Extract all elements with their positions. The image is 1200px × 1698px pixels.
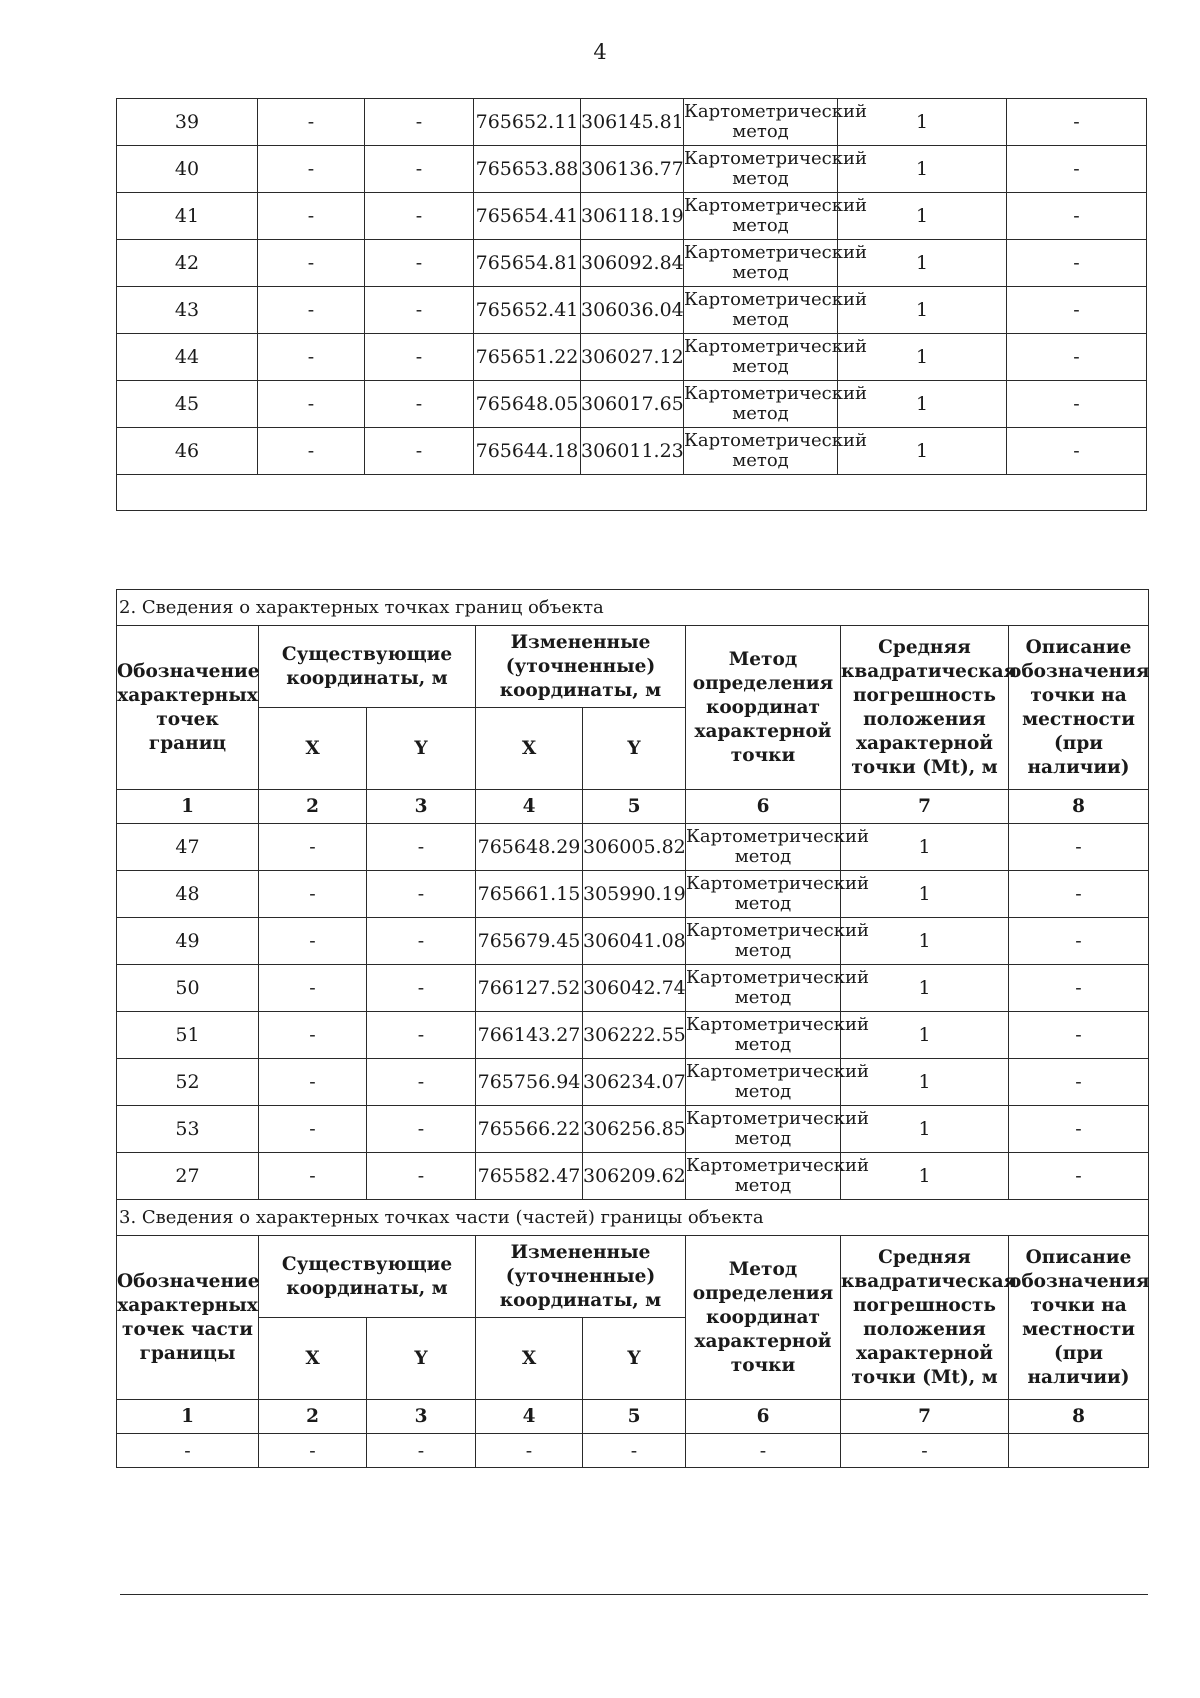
existing-x: - bbox=[259, 1153, 367, 1200]
changed-y: 306011.23 bbox=[581, 428, 684, 475]
column-number: 2 bbox=[259, 790, 367, 824]
continuation-table bbox=[116, 98, 1147, 511]
mt-error: 1 bbox=[841, 1012, 1009, 1059]
existing-y: - bbox=[365, 240, 474, 287]
column-number: 6 bbox=[686, 790, 841, 824]
description: - bbox=[1009, 871, 1149, 918]
header-description: Описание обозначения точки на местности (при наличии) bbox=[1009, 626, 1149, 790]
changed-y: 306136.77 bbox=[581, 146, 684, 193]
changed-x: 765644.18 bbox=[474, 428, 581, 475]
point-id: 49 bbox=[117, 918, 259, 965]
mt-error: 1 bbox=[838, 381, 1007, 428]
changed-x: 765582.47 bbox=[476, 1153, 583, 1200]
footer-divider bbox=[120, 1594, 1148, 1595]
changed-x: 766143.27 bbox=[476, 1012, 583, 1059]
existing-x: - bbox=[259, 871, 367, 918]
existing-y: - bbox=[365, 287, 474, 334]
column-number: 4 bbox=[476, 1400, 583, 1434]
header-method: Метод определения координат характерной точки bbox=[686, 626, 841, 790]
existing-x: - bbox=[259, 1012, 367, 1059]
changed-x: 765654.81 bbox=[474, 240, 581, 287]
description: - bbox=[1009, 824, 1149, 871]
mt-error: 1 bbox=[841, 918, 1009, 965]
header-method: Метод определения координат характерной точки bbox=[686, 1236, 841, 1400]
existing-x: - bbox=[259, 1059, 367, 1106]
header-existing-x: X bbox=[259, 1318, 367, 1400]
existing-y: - bbox=[365, 381, 474, 428]
mt-error: 1 bbox=[841, 1106, 1009, 1153]
point-id: 53 bbox=[117, 1106, 259, 1153]
header-existing-y: Y bbox=[367, 708, 476, 790]
method: Картометрический метод bbox=[684, 146, 838, 193]
existing-y: - bbox=[367, 965, 476, 1012]
section-3-title: 3. Сведения о характерных точках части (частей) границы объекта bbox=[117, 1200, 1149, 1236]
header-existing-coords: Существующие координаты, м bbox=[259, 1236, 476, 1318]
header-designation: Обозначение характерных точек части границы bbox=[117, 1236, 259, 1400]
method: Картометрический метод bbox=[686, 871, 841, 918]
description: - bbox=[1007, 193, 1147, 240]
method: Картометрический метод bbox=[684, 428, 838, 475]
column-number: 7 bbox=[841, 1400, 1009, 1434]
changed-x: - bbox=[476, 1434, 583, 1468]
column-number: 2 bbox=[259, 1400, 367, 1434]
mt-error: 1 bbox=[841, 1059, 1009, 1106]
changed-x: 765648.05 bbox=[474, 381, 581, 428]
changed-x: 765654.41 bbox=[474, 193, 581, 240]
method: Картометрический метод bbox=[686, 1153, 841, 1200]
existing-y: - bbox=[367, 1434, 476, 1468]
table-row bbox=[117, 1434, 1149, 1468]
existing-x: - bbox=[258, 334, 365, 381]
existing-x: - bbox=[259, 918, 367, 965]
table-row bbox=[117, 381, 1147, 428]
existing-x: - bbox=[258, 193, 365, 240]
existing-x: - bbox=[259, 1106, 367, 1153]
page-number: 4 bbox=[593, 40, 607, 64]
point-id: 46 bbox=[117, 428, 258, 475]
mt-error: 1 bbox=[838, 193, 1007, 240]
table-row bbox=[117, 146, 1147, 193]
changed-x: 765651.22 bbox=[474, 334, 581, 381]
existing-y: - bbox=[367, 1059, 476, 1106]
description: - bbox=[1007, 334, 1147, 381]
changed-x: 765652.41 bbox=[474, 287, 581, 334]
point-id: 51 bbox=[117, 1012, 259, 1059]
mt-error: 1 bbox=[838, 99, 1007, 146]
header-error: Средняя квадратическая погрешность положения характерной точки (Mt), м bbox=[841, 1236, 1009, 1400]
existing-x: - bbox=[258, 240, 365, 287]
changed-x: 765661.15 bbox=[476, 871, 583, 918]
mt-error: - bbox=[841, 1434, 1009, 1468]
point-id: 39 bbox=[117, 99, 258, 146]
column-number: 3 bbox=[367, 1400, 476, 1434]
mt-error: 1 bbox=[841, 1153, 1009, 1200]
column-number: 5 bbox=[583, 1400, 686, 1434]
column-number: 5 bbox=[583, 790, 686, 824]
boundary-points-table bbox=[116, 589, 1149, 1468]
changed-y: 306234.07 bbox=[583, 1059, 686, 1106]
changed-y: 306209.62 bbox=[583, 1153, 686, 1200]
method: Картометрический метод bbox=[684, 381, 838, 428]
point-id: 52 bbox=[117, 1059, 259, 1106]
changed-y: 306222.55 bbox=[583, 1012, 686, 1059]
method: Картометрический метод bbox=[684, 334, 838, 381]
description: - bbox=[1009, 1106, 1149, 1153]
changed-x: 765653.88 bbox=[474, 146, 581, 193]
changed-x: 765652.11 bbox=[474, 99, 581, 146]
column-numbers-row bbox=[117, 1400, 1149, 1434]
description: - bbox=[1009, 1153, 1149, 1200]
existing-y: - bbox=[367, 871, 476, 918]
table-row bbox=[117, 824, 1149, 871]
changed-x: 766127.52 bbox=[476, 965, 583, 1012]
table-row bbox=[117, 918, 1149, 965]
changed-x: 765756.94 bbox=[476, 1059, 583, 1106]
table-row bbox=[117, 99, 1147, 146]
method: Картометрический метод bbox=[684, 240, 838, 287]
point-id: 42 bbox=[117, 240, 258, 287]
table-row bbox=[117, 965, 1149, 1012]
table-row bbox=[117, 1153, 1149, 1200]
table-row bbox=[117, 871, 1149, 918]
changed-y: 306027.12 bbox=[581, 334, 684, 381]
existing-y: - bbox=[367, 1153, 476, 1200]
changed-y: 306036.04 bbox=[581, 287, 684, 334]
existing-y: - bbox=[365, 334, 474, 381]
existing-y: - bbox=[367, 824, 476, 871]
point-id: 48 bbox=[117, 871, 259, 918]
column-number: 3 bbox=[367, 790, 476, 824]
changed-y: - bbox=[583, 1434, 686, 1468]
point-id: 41 bbox=[117, 193, 258, 240]
header-changed-x: X bbox=[476, 708, 583, 790]
column-numbers-row bbox=[117, 790, 1149, 824]
mt-error: 1 bbox=[841, 965, 1009, 1012]
existing-y: - bbox=[365, 99, 474, 146]
description bbox=[1009, 1434, 1149, 1468]
description: - bbox=[1007, 428, 1147, 475]
description: - bbox=[1009, 1012, 1149, 1059]
header-existing-x: X bbox=[259, 708, 367, 790]
header-description: Описание обозначения точки на местности (при наличии) bbox=[1009, 1236, 1149, 1400]
existing-y: - bbox=[367, 1106, 476, 1153]
point-id: 50 bbox=[117, 965, 259, 1012]
column-number: 4 bbox=[476, 790, 583, 824]
point-id: 27 bbox=[117, 1153, 259, 1200]
table-row bbox=[117, 1059, 1149, 1106]
existing-x: - bbox=[258, 381, 365, 428]
description: - bbox=[1007, 287, 1147, 334]
table-row bbox=[117, 1012, 1149, 1059]
mt-error: 1 bbox=[838, 428, 1007, 475]
method: Картометрический метод bbox=[686, 965, 841, 1012]
empty-footer-row bbox=[117, 475, 1147, 511]
existing-y: - bbox=[365, 428, 474, 475]
point-id: 45 bbox=[117, 381, 258, 428]
method: Картометрический метод bbox=[684, 287, 838, 334]
method: Картометрический метод bbox=[686, 1059, 841, 1106]
existing-y: - bbox=[365, 193, 474, 240]
changed-y: 306042.74 bbox=[583, 965, 686, 1012]
header-changed-y: Y bbox=[583, 708, 686, 790]
mt-error: 1 bbox=[841, 824, 1009, 871]
table-row bbox=[117, 334, 1147, 381]
header-designation: Обозначение характерных точек границ bbox=[117, 626, 259, 790]
mt-error: 1 bbox=[838, 240, 1007, 287]
column-number: 1 bbox=[117, 1400, 259, 1434]
mt-error: 1 bbox=[841, 871, 1009, 918]
existing-y: - bbox=[365, 146, 474, 193]
point-id: 40 bbox=[117, 146, 258, 193]
mt-error: 1 bbox=[838, 287, 1007, 334]
header-changed-coords: Измененные (уточненные) координаты, м bbox=[476, 626, 686, 708]
description: - bbox=[1007, 240, 1147, 287]
header-error: Средняя квадратическая погрешность положения характерной точки (Mt), м bbox=[841, 626, 1009, 790]
header-existing-y: Y bbox=[367, 1318, 476, 1400]
existing-x: - bbox=[259, 824, 367, 871]
point-id: 44 bbox=[117, 334, 258, 381]
existing-y: - bbox=[367, 1012, 476, 1059]
existing-x: - bbox=[258, 428, 365, 475]
header-changed-x: X bbox=[476, 1318, 583, 1400]
section-2-title: 2. Сведения о характерных точках границ объекта bbox=[117, 590, 1149, 626]
mt-error: 1 bbox=[838, 146, 1007, 193]
description: - bbox=[1007, 146, 1147, 193]
changed-y: 306005.82 bbox=[583, 824, 686, 871]
changed-y: 306092.84 bbox=[581, 240, 684, 287]
column-number: 6 bbox=[686, 1400, 841, 1434]
existing-x: - bbox=[259, 1434, 367, 1468]
point-id: - bbox=[117, 1434, 259, 1468]
header-changed-y: Y bbox=[583, 1318, 686, 1400]
table-row bbox=[117, 287, 1147, 334]
header-existing-coords: Существующие координаты, м bbox=[259, 626, 476, 708]
empty-cell bbox=[117, 475, 1147, 511]
changed-y: 306041.08 bbox=[583, 918, 686, 965]
header-changed-coords: Измененные (уточненные) координаты, м bbox=[476, 1236, 686, 1318]
description: - bbox=[1009, 918, 1149, 965]
changed-x: 765566.22 bbox=[476, 1106, 583, 1153]
method: Картометрический метод bbox=[686, 918, 841, 965]
method: Картометрический метод bbox=[686, 1012, 841, 1059]
existing-x: - bbox=[258, 287, 365, 334]
method: Картометрический метод bbox=[684, 99, 838, 146]
column-number: 8 bbox=[1009, 790, 1149, 824]
changed-y: 306118.19 bbox=[581, 193, 684, 240]
method: - bbox=[686, 1434, 841, 1468]
mt-error: 1 bbox=[838, 334, 1007, 381]
changed-y: 306017.65 bbox=[581, 381, 684, 428]
table-row bbox=[117, 240, 1147, 287]
changed-y: 305990.19 bbox=[583, 871, 686, 918]
changed-y: 306145.81 bbox=[581, 99, 684, 146]
changed-x: 765679.45 bbox=[476, 918, 583, 965]
existing-y: - bbox=[367, 918, 476, 965]
column-number: 7 bbox=[841, 790, 1009, 824]
table-row bbox=[117, 193, 1147, 240]
column-number: 8 bbox=[1009, 1400, 1149, 1434]
point-id: 43 bbox=[117, 287, 258, 334]
point-id: 47 bbox=[117, 824, 259, 871]
table-row bbox=[117, 1106, 1149, 1153]
description: - bbox=[1009, 965, 1149, 1012]
column-number: 1 bbox=[117, 790, 259, 824]
method: Картометрический метод bbox=[684, 193, 838, 240]
existing-x: - bbox=[259, 965, 367, 1012]
changed-y: 306256.85 bbox=[583, 1106, 686, 1153]
table-row bbox=[117, 428, 1147, 475]
description: - bbox=[1009, 1059, 1149, 1106]
method: Картометрический метод bbox=[686, 1106, 841, 1153]
description: - bbox=[1007, 99, 1147, 146]
description: - bbox=[1007, 381, 1147, 428]
existing-x: - bbox=[258, 99, 365, 146]
existing-x: - bbox=[258, 146, 365, 193]
changed-x: 765648.29 bbox=[476, 824, 583, 871]
method: Картометрический метод bbox=[686, 824, 841, 871]
